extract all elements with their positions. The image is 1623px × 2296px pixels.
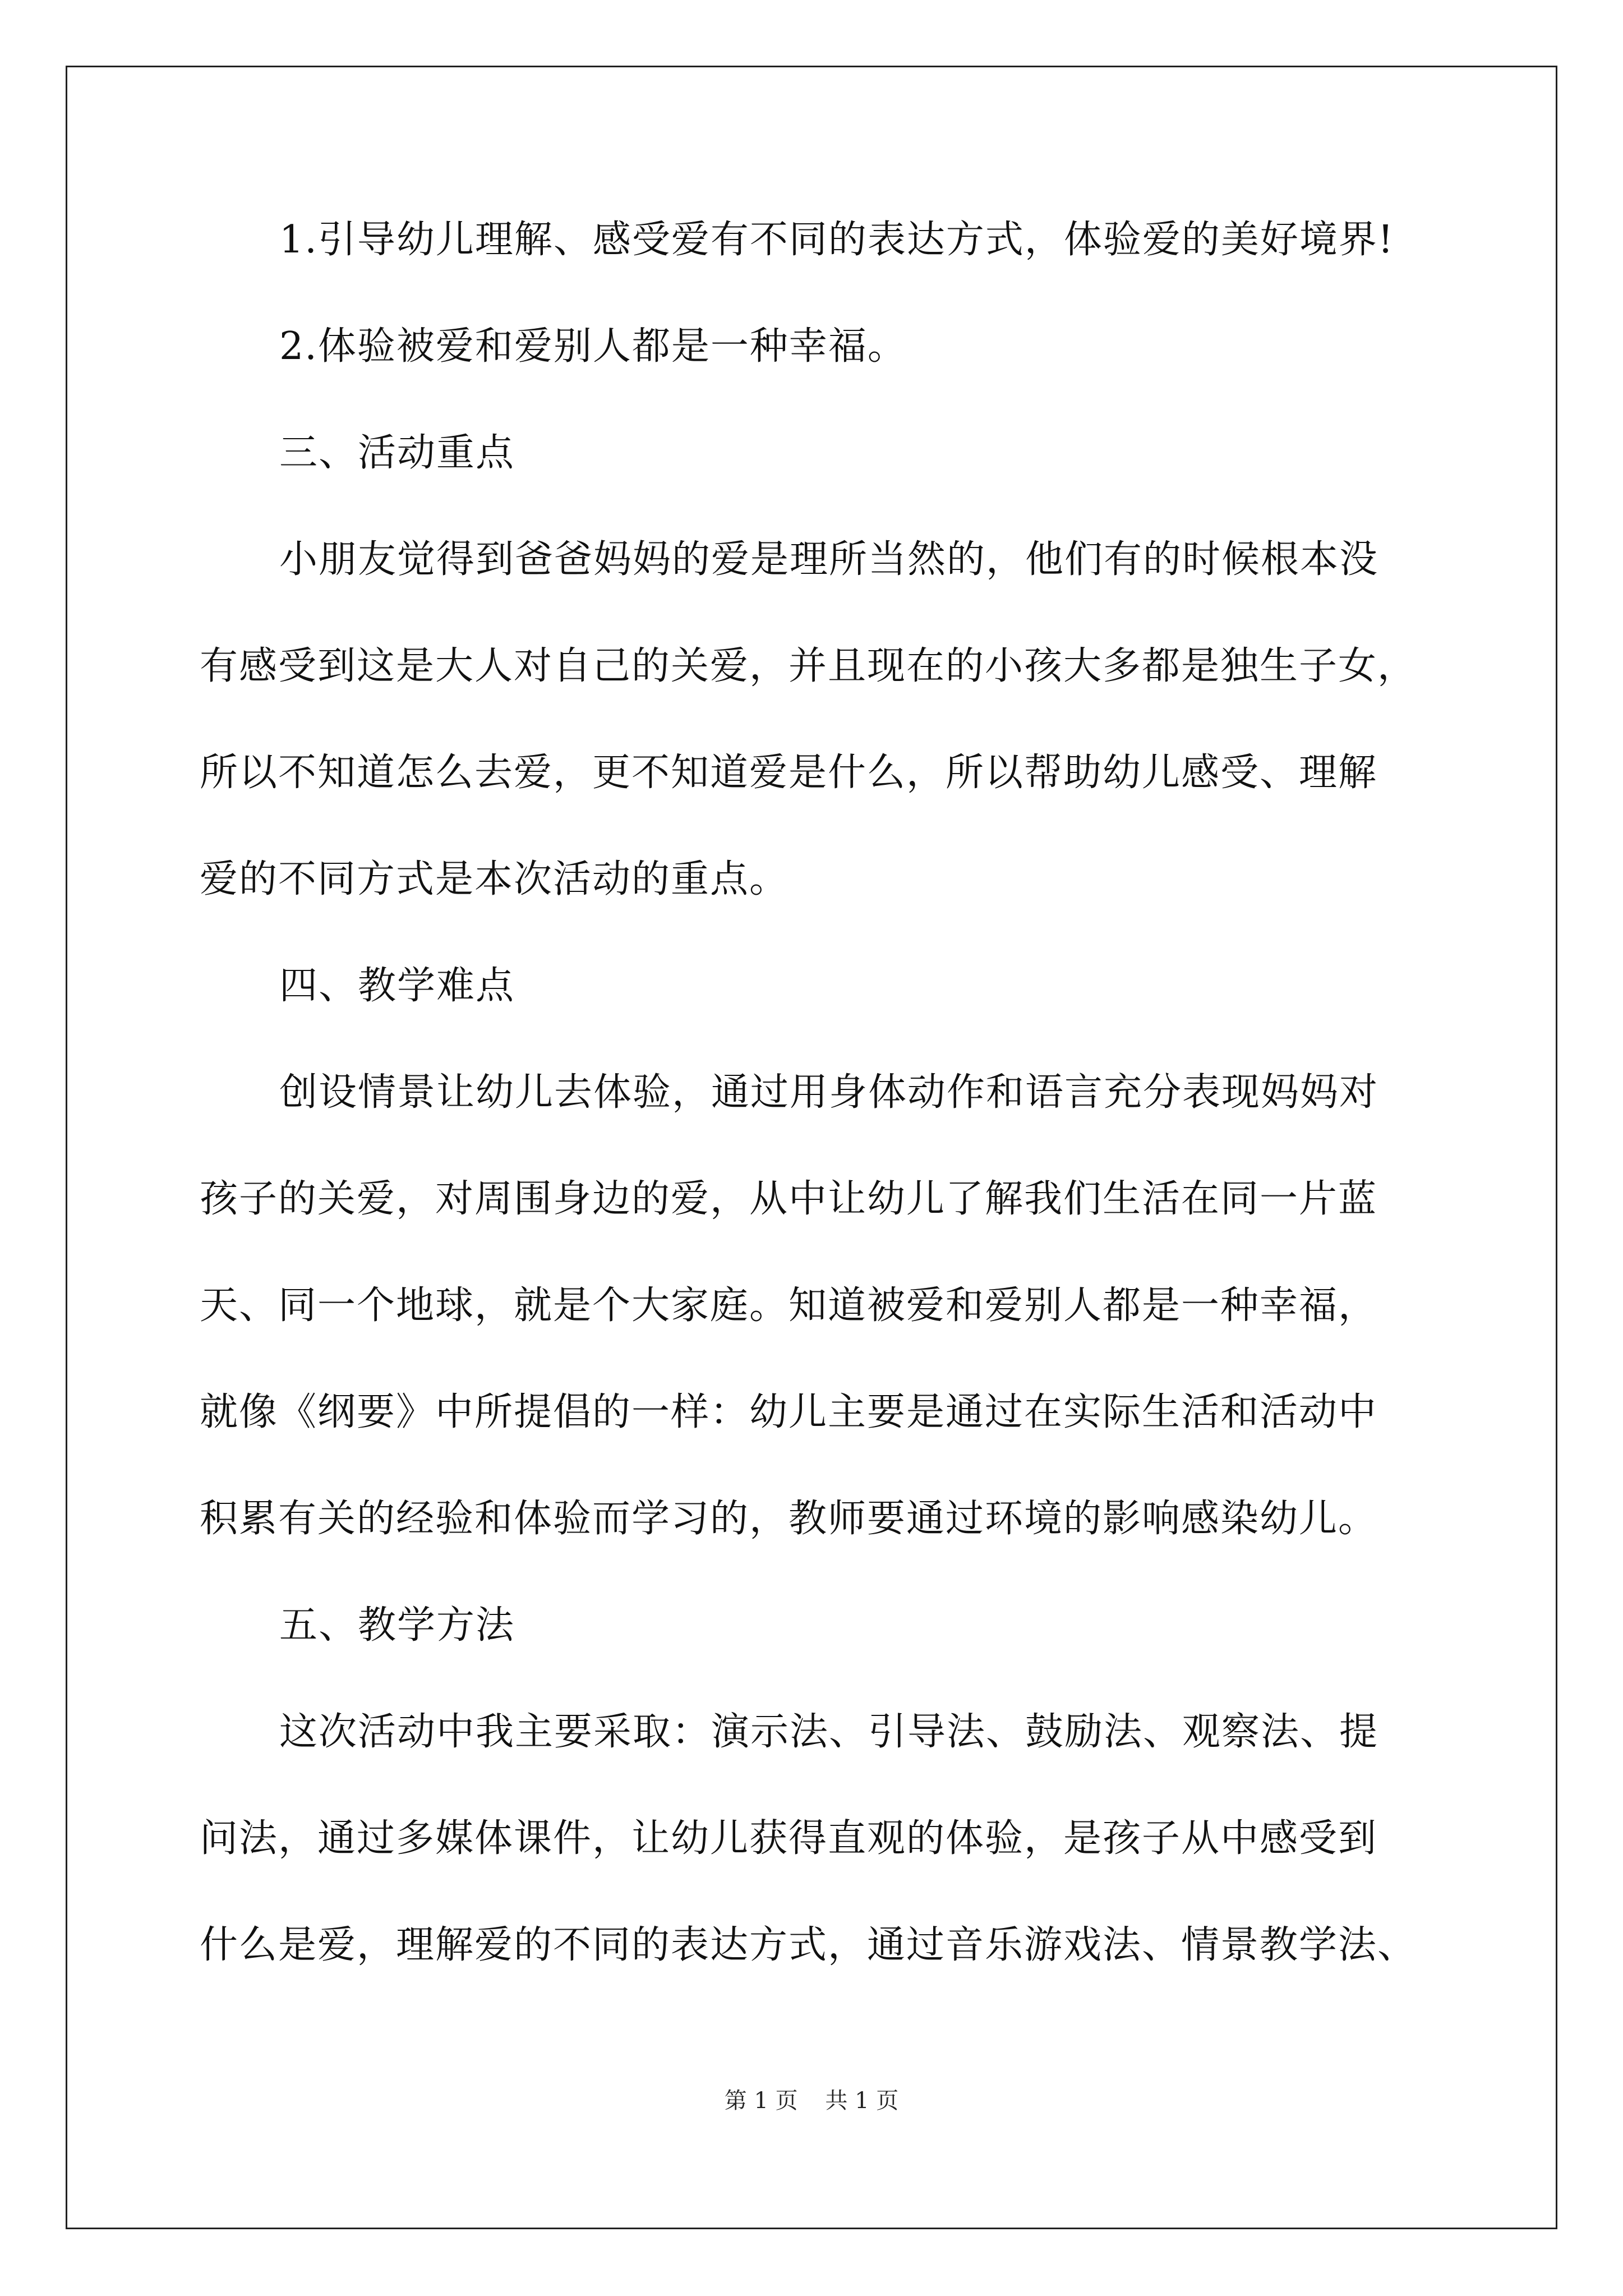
paragraph-line: 孩子的关爱，对周围身边的爱，从中让幼儿了解我们生活在同一片蓝 <box>200 1177 1378 1221</box>
paragraph-line: 天、同一个地球，就是个大家庭。知道被爱和爱别人都是一种幸福， <box>200 1283 1378 1328</box>
page-number: 第 1 页 <box>724 2088 798 2114</box>
paragraph-line: 问法，通过多媒体课件，让幼儿获得直观的体验，是孩子从中感受到 <box>200 1816 1378 1861</box>
section-heading: 五、教学方法 <box>279 1603 515 1648</box>
section-heading: 三、活动重点 <box>279 431 515 475</box>
page-border <box>66 66 1557 2229</box>
paragraph-line: 创设情景让幼儿去体验，通过用身体动作和语言充分表现妈妈对 <box>279 1070 1379 1115</box>
paragraph-line: 有感受到这是大人对自己的关爱，并且现在的小孩大多都是独生子女， <box>200 644 1417 688</box>
paragraph-line: 小朋友觉得到爸爸妈妈的爱是理所当然的，他们有的时候根本没 <box>279 537 1379 582</box>
paragraph-line: 什么是爱，理解爱的不同的表达方式，通过音乐游戏法、情景教学法、 <box>200 1923 1417 1967</box>
paragraph-line: 就像《纲要》中所提倡的一样：幼儿主要是通过在实际生活和活动中 <box>200 1390 1378 1434</box>
paragraph-line: 所以不知道怎么去爱，更不知道爱是什么，所以帮助幼儿感受、理解 <box>200 751 1378 795</box>
paragraph-line: 爱的不同方式是本次活动的重点。 <box>200 857 789 901</box>
paragraph-line: 2.体验被爱和爱别人都是一种幸福。 <box>279 324 907 369</box>
paragraph-line: 积累有关的经验和体验而学习的，教师要通过环境的影响感染幼儿。 <box>200 1497 1378 1541</box>
page-footer <box>0 2087 1623 2115</box>
paragraph-line: 这次活动中我主要采取：演示法、引导法、鼓励法、观察法、提 <box>279 1710 1379 1754</box>
page-total: 共 1 页 <box>825 2088 899 2114</box>
section-heading: 四、教学难点 <box>279 964 515 1008</box>
paragraph-line: 1.引导幼儿理解、感受爱有不同的表达方式，体验爱的美好境界! <box>279 218 1395 262</box>
